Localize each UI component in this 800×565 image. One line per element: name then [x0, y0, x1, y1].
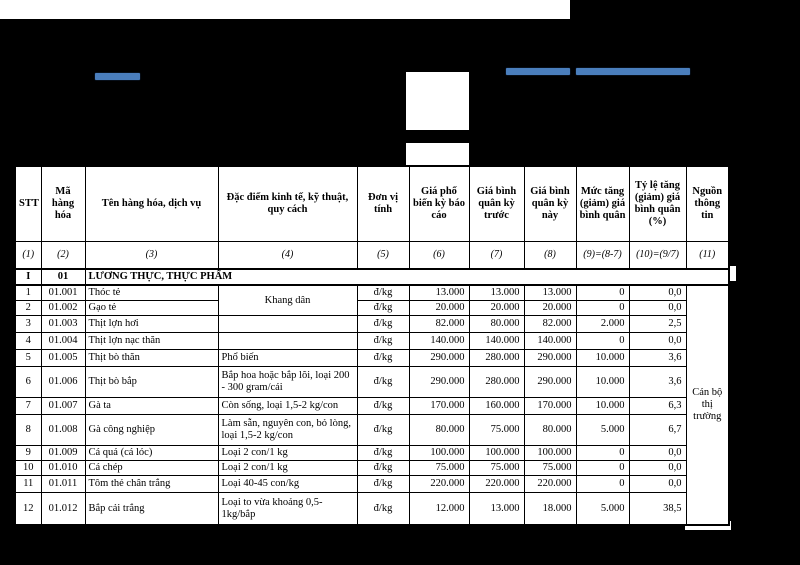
col-index-8: (8)	[524, 241, 576, 269]
cell-spec: Loại 2 con/1 kg	[218, 446, 357, 461]
cell-pct-change: 38,5	[629, 493, 686, 525]
price-report-table	[14, 165, 730, 526]
header-pct-change: Tỷ lệ tăng (giảm) giá bình quân (%)	[629, 166, 686, 241]
cell-price-common: 290.000	[409, 367, 469, 398]
cell-unit: đ/kg	[357, 285, 409, 301]
cell-source: Cán bộ thị trường	[686, 285, 729, 525]
cell-avg-prev: 280.000	[469, 367, 524, 398]
cell-change: 0	[576, 301, 629, 316]
cell-price-common: 20.000	[409, 301, 469, 316]
cell-stt: 7	[15, 398, 41, 415]
section-stt: I	[15, 269, 41, 285]
cell-stt: 6	[15, 367, 41, 398]
cell-pct-change: 6,3	[629, 398, 686, 415]
cell-code: 01.008	[41, 415, 85, 446]
cell-unit: đ/kg	[357, 476, 409, 493]
table-row	[15, 493, 729, 525]
cell-unit: đ/kg	[357, 350, 409, 367]
cell-stt: 1	[15, 285, 41, 301]
cell-code: 01.007	[41, 398, 85, 415]
cell-name: Bắp cải trắng	[85, 493, 218, 525]
table-row	[15, 301, 729, 316]
cell-code: 01.011	[41, 476, 85, 493]
cell-stt: 12	[15, 493, 41, 525]
cell-code: 01.006	[41, 367, 85, 398]
cell-name: Thịt lợn hơi	[85, 316, 218, 333]
cell-avg-prev: 13.000	[469, 285, 524, 301]
cell-change: 0	[576, 333, 629, 350]
table-row	[15, 446, 729, 461]
header-avg-prev: Giá bình quân kỳ trước	[469, 166, 524, 241]
header-source: Nguồn thông tin	[686, 166, 729, 241]
header-change: Mức tăng (giảm) giá bình quân	[576, 166, 629, 241]
cell-spec: Làm sẵn, nguyên con, bỏ lòng, loại 1,5-2 kg/con	[218, 415, 357, 446]
table-header-row	[15, 166, 729, 241]
cell-avg-prev: 160.000	[469, 398, 524, 415]
cell-name: Thịt bò thăn	[85, 350, 218, 367]
header-item-name: Tên hàng hóa, dịch vụ	[85, 166, 218, 241]
cell-pct-change: 0,0	[629, 333, 686, 350]
table-row	[15, 350, 729, 367]
cell-code: 01.012	[41, 493, 85, 525]
cell-unit: đ/kg	[357, 446, 409, 461]
cell-change: 0	[576, 461, 629, 476]
cell-code: 01.003	[41, 316, 85, 333]
section-name: LƯƠNG THỰC, THỰC PHẨM	[85, 269, 729, 285]
cell-spec	[218, 316, 357, 333]
cell-unit: đ/kg	[357, 461, 409, 476]
cell-unit: đ/kg	[357, 301, 409, 316]
col-index-3: (3)	[85, 241, 218, 269]
cell-stt: 11	[15, 476, 41, 493]
cell-unit: đ/kg	[357, 316, 409, 333]
cell-pct-change: 0,0	[629, 301, 686, 316]
cell-price-common: 12.000	[409, 493, 469, 525]
cell-change: 10.000	[576, 398, 629, 415]
cell-pct-change: 0,0	[629, 461, 686, 476]
cell-code: 01.004	[41, 333, 85, 350]
table-row	[15, 461, 729, 476]
cell-avg-prev: 140.000	[469, 333, 524, 350]
cell-name: Tôm thẻ chân trắng	[85, 476, 218, 493]
section-code: 01	[41, 269, 85, 285]
cell-stt: 10	[15, 461, 41, 476]
col-index-7: (7)	[469, 241, 524, 269]
cell-price-common: 80.000	[409, 415, 469, 446]
table-row	[15, 316, 729, 333]
header-price-common: Giá phổ biến kỳ báo cáo	[409, 166, 469, 241]
cell-change: 0	[576, 476, 629, 493]
cell-avg-this: 75.000	[524, 461, 576, 476]
cell-name: Gạo tẻ	[85, 301, 218, 316]
cell-name: Cá chép	[85, 461, 218, 476]
cell-code: 01.002	[41, 301, 85, 316]
cell-change: 2.000	[576, 316, 629, 333]
col-index-4: (4)	[218, 241, 357, 269]
col-index-2: (2)	[41, 241, 85, 269]
cell-avg-prev: 13.000	[469, 493, 524, 525]
col-index-10: (10)=(9/7)	[629, 241, 686, 269]
cell-avg-this: 82.000	[524, 316, 576, 333]
cell-avg-this: 220.000	[524, 476, 576, 493]
white-column-block	[406, 72, 469, 165]
cell-unit: đ/kg	[357, 415, 409, 446]
cell-change: 10.000	[576, 367, 629, 398]
col-index-5: (5)	[357, 241, 409, 269]
cell-pct-change: 3,6	[629, 367, 686, 398]
table-row	[15, 367, 729, 398]
table-row	[15, 476, 729, 493]
cell-name: Thịt lợn nạc thăn	[85, 333, 218, 350]
cell-change: 0	[576, 446, 629, 461]
cell-avg-this: 170.000	[524, 398, 576, 415]
cell-price-common: 290.000	[409, 350, 469, 367]
cell-unit: đ/kg	[357, 333, 409, 350]
cell-avg-this: 18.000	[524, 493, 576, 525]
cell-price-common: 13.000	[409, 285, 469, 301]
cell-avg-prev: 100.000	[469, 446, 524, 461]
table-row	[15, 333, 729, 350]
cell-name: Gà ta	[85, 398, 218, 415]
cell-avg-this: 20.000	[524, 301, 576, 316]
cell-change: 10.000	[576, 350, 629, 367]
header-item-code: Mã hàng hóa	[41, 166, 85, 241]
cell-avg-prev: 80.000	[469, 316, 524, 333]
cell-price-common: 82.000	[409, 316, 469, 333]
col-index-9: (9)=(8-7)	[576, 241, 629, 269]
cell-spec: Bắp hoa hoặc bắp lõi, loại 200 - 300 gram/cái	[218, 367, 357, 398]
cell-change: 5.000	[576, 415, 629, 446]
cell-code: 01.010	[41, 461, 85, 476]
cell-pct-change: 0,0	[629, 446, 686, 461]
table-right-edge-notch	[729, 266, 736, 281]
redacted-black-band	[404, 130, 471, 143]
cell-spec: Loại 2 con/1 kg	[218, 461, 357, 476]
cell-avg-this: 290.000	[524, 367, 576, 398]
cell-code: 01.001	[41, 285, 85, 301]
cell-unit: đ/kg	[357, 398, 409, 415]
blue-link-fragment-right-1[interactable]	[506, 68, 570, 75]
cell-change: 5.000	[576, 493, 629, 525]
cell-avg-this: 80.000	[524, 415, 576, 446]
cell-name: Thịt bò bắp	[85, 367, 218, 398]
cell-stt: 8	[15, 415, 41, 446]
cell-avg-prev: 220.000	[469, 476, 524, 493]
cell-stt: 5	[15, 350, 41, 367]
cell-change: 0	[576, 285, 629, 301]
cell-avg-prev: 75.000	[469, 461, 524, 476]
cell-avg-prev: 75.000	[469, 415, 524, 446]
blue-link-fragment-right-2[interactable]	[576, 68, 690, 75]
section-row	[15, 269, 729, 285]
cell-pct-change: 0,0	[629, 285, 686, 301]
header-avg-this: Giá bình quân kỳ này	[524, 166, 576, 241]
col-index-6: (6)	[409, 241, 469, 269]
blue-link-fragment-left[interactable]	[95, 73, 140, 80]
table-row	[15, 285, 729, 301]
cell-pct-change: 6,7	[629, 415, 686, 446]
cell-price-common: 100.000	[409, 446, 469, 461]
cell-spec: Phổ biến	[218, 350, 357, 367]
table-row	[15, 398, 729, 415]
cell-name: Cá quả (cá lóc)	[85, 446, 218, 461]
cell-price-common: 220.000	[409, 476, 469, 493]
col-index-11: (11)	[686, 241, 729, 269]
cell-spec: Khang dân	[218, 285, 357, 316]
cell-stt: 9	[15, 446, 41, 461]
cell-avg-this: 140.000	[524, 333, 576, 350]
cell-code: 01.005	[41, 350, 85, 367]
table-row	[15, 415, 729, 446]
cell-code: 01.009	[41, 446, 85, 461]
cell-avg-this: 100.000	[524, 446, 576, 461]
cell-name: Thóc tẻ	[85, 285, 218, 301]
cell-pct-change: 2,5	[629, 316, 686, 333]
cell-avg-prev: 20.000	[469, 301, 524, 316]
cell-spec: Loại 40-45 con/kg	[218, 476, 357, 493]
cell-avg-this: 13.000	[524, 285, 576, 301]
cell-avg-prev: 280.000	[469, 350, 524, 367]
cell-pct-change: 3,6	[629, 350, 686, 367]
cell-spec: Loại to vừa khoảng 0,5-1kg/bắp	[218, 493, 357, 525]
cell-pct-change: 0,0	[629, 476, 686, 493]
cell-stt: 4	[15, 333, 41, 350]
header-unit: Đơn vị tính	[357, 166, 409, 241]
header-spec: Đặc điểm kinh tế, kỹ thuật, quy cách	[218, 166, 357, 241]
cell-price-common: 75.000	[409, 461, 469, 476]
cell-unit: đ/kg	[357, 367, 409, 398]
cell-spec: Còn sống, loại 1,5-2 kg/con	[218, 398, 357, 415]
cell-name: Gà công nghiệp	[85, 415, 218, 446]
column-index-row	[15, 241, 729, 269]
cell-avg-this: 290.000	[524, 350, 576, 367]
cell-spec	[218, 333, 357, 350]
col-index-1: (1)	[15, 241, 41, 269]
cell-unit: đ/kg	[357, 493, 409, 525]
top-white-strip	[0, 0, 572, 19]
cell-stt: 3	[15, 316, 41, 333]
header-stt: STT	[15, 166, 41, 241]
cell-price-common: 140.000	[409, 333, 469, 350]
cell-stt: 2	[15, 301, 41, 316]
cell-price-common: 170.000	[409, 398, 469, 415]
